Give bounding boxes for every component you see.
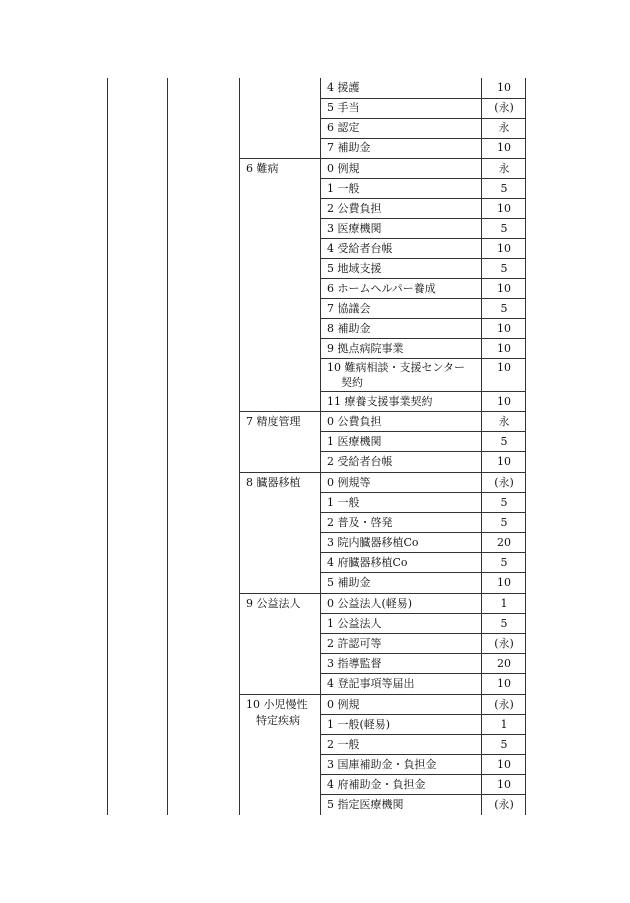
item-label: 0 例規 [327, 698, 360, 711]
item-label: 3 院内臓器移植Co [327, 536, 419, 549]
row-rule [320, 178, 525, 179]
column-rule [107, 78, 108, 815]
row-rule [320, 238, 525, 239]
retention-value: 10 [497, 677, 511, 690]
item-label: 2 公費負担 [327, 202, 382, 215]
item-label: 6 認定 [327, 121, 360, 134]
retention-value: 1 [500, 597, 508, 610]
row-rule [320, 532, 525, 533]
item-label: 8 補助金 [327, 322, 371, 335]
item-label: 3 指導監督 [327, 657, 382, 670]
item-label: 5 補助金 [327, 576, 371, 589]
item-label: 5 手当 [327, 101, 360, 114]
retention-value: 10 [497, 758, 511, 771]
row-rule [320, 358, 525, 359]
row-rule [320, 653, 525, 654]
retention-value: 5 [500, 516, 508, 529]
category-label: 7 精度管理 [246, 415, 301, 428]
retention-value: (永) [494, 637, 514, 650]
retention-value: 10 [497, 455, 511, 468]
row-rule [320, 633, 525, 634]
retention-value: 5 [500, 302, 508, 315]
row-rule [320, 218, 525, 219]
row-rule [320, 754, 525, 755]
retention-value: 永 [498, 121, 510, 134]
item-label: 4 登記事項等届出 [327, 677, 415, 690]
retention-value: 5 [500, 556, 508, 569]
retention-value: 20 [497, 536, 511, 549]
row-rule [320, 613, 525, 614]
retention-value: 10 [497, 242, 511, 255]
row-rule [320, 734, 525, 735]
retention-value: 5 [500, 262, 508, 275]
item-label-line2: 契約 [341, 376, 363, 389]
item-label: 11 療養支援事業契約 [327, 395, 433, 408]
item-label: 9 拠点病院事業 [327, 342, 404, 355]
row-rule [320, 391, 525, 392]
category-rule [239, 411, 525, 412]
row-rule [320, 451, 525, 452]
retention-value: 10 [497, 778, 511, 791]
retention-value: 20 [497, 657, 511, 670]
item-label: 5 地域支援 [327, 262, 382, 275]
row-rule [320, 794, 525, 795]
row-rule [320, 492, 525, 493]
row-rule [320, 258, 525, 259]
retention-value: 10 [497, 282, 511, 295]
row-rule [320, 198, 525, 199]
item-label: 0 公益法人(軽易) [327, 597, 413, 610]
category-label: 8 臓器移植 [246, 476, 301, 489]
retention-value: 永 [498, 415, 510, 428]
retention-value: 10 [497, 141, 511, 154]
item-label: 5 指定医療機関 [327, 798, 404, 811]
item-label: 1 一般 [327, 182, 360, 195]
category-label: 6 難病 [246, 162, 279, 175]
category-rule [239, 158, 525, 159]
category-rule [239, 472, 525, 473]
retention-value: 10 [497, 576, 511, 589]
retention-value: 10 [497, 81, 511, 94]
row-rule [320, 298, 525, 299]
item-label: 4 府補助金・負担金 [327, 778, 426, 791]
item-label: 4 府臓器移植Co [327, 556, 408, 569]
item-label: 2 一般 [327, 738, 360, 751]
retention-value: 10 [497, 322, 511, 335]
row-rule [320, 431, 525, 432]
category-rule [239, 694, 525, 695]
retention-value: 1 [500, 718, 508, 731]
category-rule [239, 593, 525, 594]
row-rule [320, 118, 525, 119]
retention-value: 5 [500, 617, 508, 630]
category-label: 9 公益法人 [246, 597, 301, 610]
row-rule [320, 673, 525, 674]
retention-value: 5 [500, 435, 508, 448]
retention-value: 10 [497, 342, 511, 355]
row-rule [320, 512, 525, 513]
row-rule [320, 138, 525, 139]
row-rule [320, 278, 525, 279]
retention-value: (永) [494, 698, 514, 711]
item-label: 1 一般 [327, 496, 360, 509]
item-label: 0 例規 [327, 162, 360, 175]
row-rule [320, 774, 525, 775]
category-label: 10 小児慢性 [246, 698, 308, 711]
retention-value: 永 [498, 162, 510, 175]
retention-value: (永) [494, 798, 514, 811]
row-rule [320, 714, 525, 715]
row-rule [320, 98, 525, 99]
category-label-line2: 特定疾病 [256, 714, 300, 727]
column-rule [239, 78, 240, 815]
item-label: 7 補助金 [327, 141, 371, 154]
retention-value: 5 [500, 738, 508, 751]
column-rule [320, 78, 321, 815]
item-label: 2 許認可等 [327, 637, 382, 650]
item-label: 0 例規等 [327, 476, 371, 489]
item-label: 0 公費負担 [327, 415, 382, 428]
item-label: 3 医療機関 [327, 222, 382, 235]
item-label: 3 国庫補助金・負担金 [327, 758, 437, 771]
row-rule [320, 572, 525, 573]
item-label: 4 援護 [327, 81, 360, 94]
row-rule [320, 338, 525, 339]
item-label: 4 受給者台帳 [327, 242, 393, 255]
item-label: 1 一般(軽易) [327, 718, 391, 731]
retention-value: 10 [497, 361, 511, 374]
item-label: 2 受給者台帳 [327, 455, 393, 468]
item-label: 2 普及・啓発 [327, 516, 393, 529]
column-rule [167, 78, 168, 815]
retention-value: 10 [497, 395, 511, 408]
row-rule [320, 318, 525, 319]
retention-value: (永) [494, 476, 514, 489]
row-rule [320, 552, 525, 553]
retention-value: 5 [500, 222, 508, 235]
retention-value: (永) [494, 101, 514, 114]
item-label: 1 公益法人 [327, 617, 382, 630]
retention-value: 5 [500, 496, 508, 509]
retention-value: 10 [497, 202, 511, 215]
retention-value: 5 [500, 182, 508, 195]
item-label: 1 医療機関 [327, 435, 382, 448]
item-label: 6 ホームヘルパー養成 [327, 282, 436, 295]
item-label: 7 協議会 [327, 302, 371, 315]
item-label: 10 難病相談・支援センター [327, 361, 466, 374]
